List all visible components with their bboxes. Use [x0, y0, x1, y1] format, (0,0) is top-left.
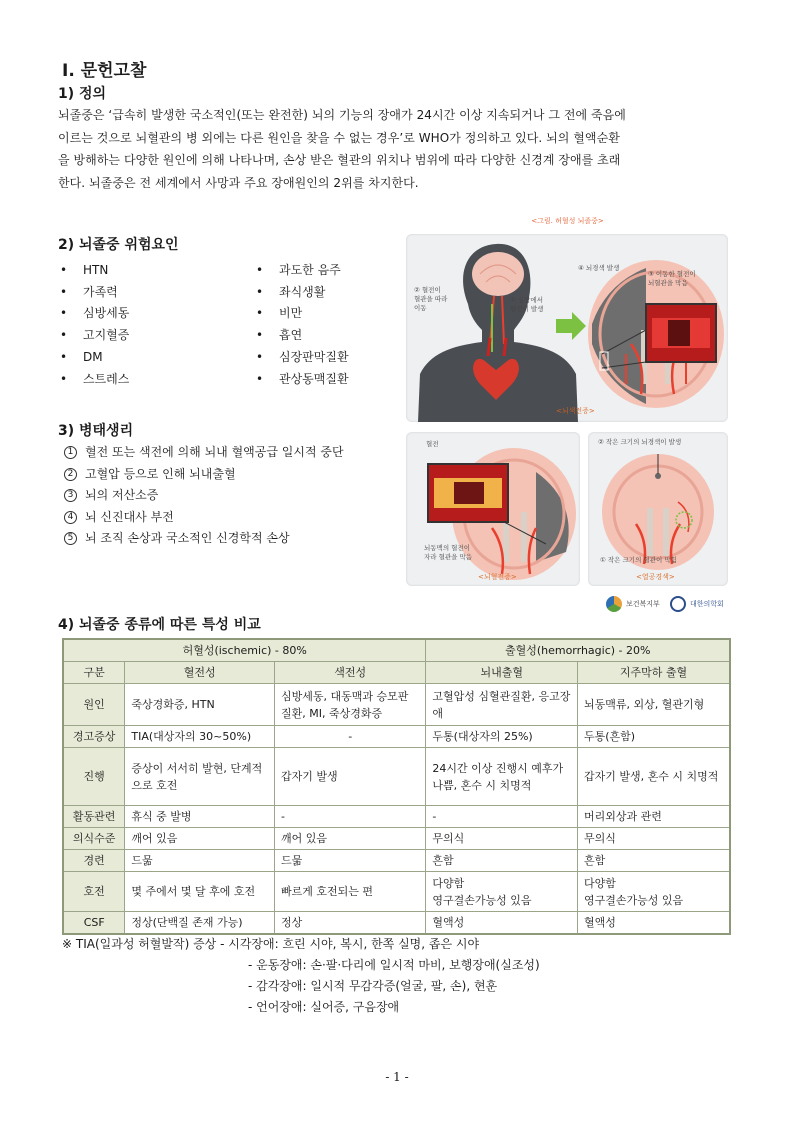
row-label: 의식수준: [63, 828, 125, 850]
risk-factor-item: • 흡연: [256, 325, 349, 347]
table-cell: 고혈압성 심혈관질환, 응고장애: [426, 684, 578, 726]
table-cell: 갑자기 발생: [274, 748, 425, 806]
table-row: [63, 748, 730, 806]
table-cell: 휴식 중 발병: [125, 806, 275, 828]
table-cell: 무의식: [577, 828, 730, 850]
table-cell: TIA(대상자의 30~50%): [125, 726, 275, 748]
ministry-name: 보건복지부: [626, 600, 660, 608]
row-label: 경련: [63, 850, 125, 872]
risk-factor-item: • HTN: [60, 260, 129, 282]
column-header: 구분: [63, 662, 125, 684]
label-line: ① 심장에서: [510, 296, 544, 304]
circled-number: 3: [64, 489, 77, 502]
table-cell: 다양함 영구결손가능성 있음: [577, 872, 730, 912]
risk-factor-item: • 심장판막질환: [256, 347, 349, 369]
definition-line: 한다. 뇌졸중은 전 세계에서 사망과 주요 장애원인의 2위를 차지한다.: [58, 175, 419, 190]
column-header: 뇌내출혈: [426, 662, 578, 684]
label-line: 혈전이 발생: [510, 305, 544, 313]
pathophysiology-item: [64, 442, 344, 464]
definition-line: 이르는 것으로 뇌혈관의 병 외에는 다른 원인을 찾을 수 없는 경우’로 WHO가 정의하고 있다. 뇌의 혈액순환: [58, 130, 620, 145]
label-line: 뇌혈관을 막음: [648, 279, 688, 287]
table-cell: 정상(단백질 존재 가능): [125, 912, 275, 935]
table-row: [63, 828, 730, 850]
row-label: 경고증상: [63, 726, 125, 748]
risk-factor-item: • 스트레스: [60, 369, 129, 391]
row-label: 호전: [63, 872, 125, 912]
table-cell: -: [426, 806, 578, 828]
label-clot: 혈전: [426, 440, 439, 448]
circled-number: 2: [64, 468, 77, 481]
lacunar-figure: [588, 432, 728, 586]
table-cell: 흔함: [577, 850, 730, 872]
table-cell: -: [274, 726, 425, 748]
ministry-emblem-icon: [606, 596, 622, 612]
circled-number: 5: [64, 532, 77, 545]
page-number: - 1 -: [385, 1070, 409, 1084]
table-cell: 정상: [274, 912, 425, 935]
row-label: CSF: [63, 912, 125, 935]
table-cell: 죽상경화증, HTN: [125, 684, 275, 726]
risk-factor-item: • 가족력: [60, 282, 129, 304]
row-label: 원인: [63, 684, 125, 726]
row-label: 활동관련: [63, 806, 125, 828]
risk-factor-item: • 관상동맥질환: [256, 369, 349, 391]
definition-line: 을 방해하는 다양한 원인에 의해 나타나며, 손상 받은 혈관의 위치나 범위에 따라 다양한 신경계 장애를 초래: [58, 153, 621, 167]
pathophysiology-item: [64, 464, 344, 486]
label-line: ③ 이동한 혈전이: [648, 270, 696, 278]
label-blocks-vessel: [648, 270, 696, 288]
embolism-figure: [406, 234, 728, 422]
risk-factor-list-2: [256, 260, 349, 390]
table-cell: 심방세동, 대동맥과 승모판 질환, MI, 죽상경화증: [274, 684, 425, 726]
table-cell: 뇌동맥류, 외상, 혈관기형: [577, 684, 730, 726]
label-small-vessel: ① 작은 크기의 혈관이 막힘: [600, 556, 677, 564]
group-hemorrhagic: 출혈성(hemorrhagic) - 20%: [426, 639, 730, 662]
pathophysiology-text: 뇌 조직 손상과 국소적인 신경학적 손상: [85, 531, 290, 545]
academy-emblem-icon: [670, 596, 686, 612]
table-cell: 두통(대상자의 25%): [426, 726, 578, 748]
table-cell: 증상이 서서히 발현, 단계적으로 호전: [125, 748, 275, 806]
table-cell: 드묾: [125, 850, 275, 872]
academy-name: 대한의학회: [690, 600, 724, 608]
label-small-infarct: ② 작은 크기의 뇌경색이 발생: [598, 438, 682, 446]
pathophysiology-heading: 3) 병태생리: [58, 423, 134, 439]
academy-logo: [670, 596, 724, 612]
comparison-heading: 4) 뇌졸중 종류에 따른 특성 비교: [58, 617, 261, 633]
label-clot-travels: [414, 286, 447, 313]
row-label: 진행: [63, 748, 125, 806]
label-clot-forms: [510, 296, 543, 314]
pathophysiology-text: 뇌 신진대사 부전: [85, 509, 174, 524]
pathophysiology-list: [64, 442, 344, 550]
tia-note-first: ※ TIA(일과성 허혈발작) 증상 - 시각장애: 흐린 시야, 복시, 한쪽 실명, 좁은 시야: [62, 937, 480, 951]
pathophysiology-item: [64, 485, 344, 507]
table-cell: 혈액성: [426, 912, 578, 935]
table-cell: 두통(흔함): [577, 726, 730, 748]
table-column-header: [63, 662, 730, 684]
group-ischemic: 허혈성(ischemic) - 80%: [63, 639, 426, 662]
pathophysiology-text: 고혈압 등으로 인해 뇌내출혈: [85, 466, 236, 481]
risk-factor-item: • 과도한 음주: [256, 260, 349, 282]
comparison-table: [62, 638, 731, 935]
definition-paragraph: [58, 104, 738, 194]
tia-note-line: - 언어장애: 실어증, 구음장애: [248, 1000, 400, 1014]
table-cell: 무의식: [426, 828, 578, 850]
label-line: 뇌동맥의 혈전이: [424, 544, 471, 552]
section-title: Ⅰ. 문헌고찰: [62, 61, 147, 81]
label-line: 혈관을 따라: [414, 295, 448, 303]
table-cell: 드묾: [274, 850, 425, 872]
embolism-tag: <뇌색전증>: [556, 407, 595, 415]
table-cell: 깨어 있음: [274, 828, 425, 850]
label-thrombus-grows: [424, 544, 472, 562]
table-cell: 머리외상과 관련: [577, 806, 730, 828]
table-row: [63, 850, 730, 872]
definition-heading: 1) 정의: [58, 86, 107, 102]
table-row: [63, 912, 730, 935]
risk-factor-item: • 좌식생활: [256, 282, 349, 304]
table-cell: 흔함: [426, 850, 578, 872]
circled-number: 4: [64, 511, 77, 524]
pathophysiology-text: 뇌의 저산소증: [85, 488, 159, 502]
risk-factor-list-1: [60, 260, 129, 390]
definition-line: 뇌졸중은 ‘급속히 발생한 국소적인(또는 완전한) 뇌의 기능의 장애가 24시간 이상 지속되거나 그 전에 죽음에: [58, 108, 626, 122]
pathophysiology-text: 혈전 또는 색전에 의해 뇌내 혈액공급 일시적 중단: [85, 445, 344, 459]
thrombosis-figure: [406, 432, 580, 586]
table-row: [63, 726, 730, 748]
risk-factor-item: • DM: [60, 347, 129, 369]
table-row: [63, 806, 730, 828]
column-header: 지주막하 출혈: [577, 662, 730, 684]
label-infarct: ④ 뇌경색 발생: [578, 264, 620, 272]
thrombosis-tag: <뇌혈전증>: [478, 573, 517, 581]
label-line: 이동: [414, 304, 427, 312]
embolism-illustration: [406, 234, 728, 422]
table-cell: 빠르게 호전되는 편: [274, 872, 425, 912]
label-line: ② 혈전이: [414, 286, 441, 294]
ministry-logo: [606, 596, 660, 612]
table-group-header: [63, 639, 730, 662]
tia-note-line: - 운동장애: 손·팔·다리에 일시적 마비, 보행장애(실조성): [248, 958, 540, 972]
table-row: [63, 684, 730, 726]
table-row: [63, 872, 730, 912]
table-cell: 깨어 있음: [125, 828, 275, 850]
table-cell: -: [274, 806, 425, 828]
thrombosis-illustration: [406, 432, 580, 586]
pathophysiology-item: [64, 507, 344, 529]
table-cell: 다양함 영구결손가능성 있음: [426, 872, 578, 912]
label-line: 자라 혈관을 막음: [424, 553, 473, 561]
column-header: 혈전성: [125, 662, 275, 684]
table-cell: 24시간 이상 진행시 예후가 나쁨, 혼수 시 치명적: [426, 748, 578, 806]
risk-factor-item: • 심방세동: [60, 303, 129, 325]
table-cell: 갑자기 발생, 혼수 시 치명적: [577, 748, 730, 806]
figure-caption: <그림. 허혈성 뇌졸중>: [531, 217, 604, 225]
pathophysiology-item: [64, 528, 344, 550]
risk-factor-item: • 비만: [256, 303, 349, 325]
table-cell: 혈액성: [577, 912, 730, 935]
risk-factor-item: • 고지혈증: [60, 325, 129, 347]
column-header: 색전성: [274, 662, 425, 684]
circled-number: 1: [64, 446, 77, 459]
lacunar-tag: <열공경색>: [636, 573, 675, 581]
risk-factors-heading: 2) 뇌졸중 위험요인: [58, 237, 179, 253]
tia-note-line: - 감각장애: 일시적 무감각증(얼굴, 팔, 손), 현훈: [248, 979, 498, 993]
table-cell: 몇 주에서 몇 달 후에 호전: [125, 872, 275, 912]
